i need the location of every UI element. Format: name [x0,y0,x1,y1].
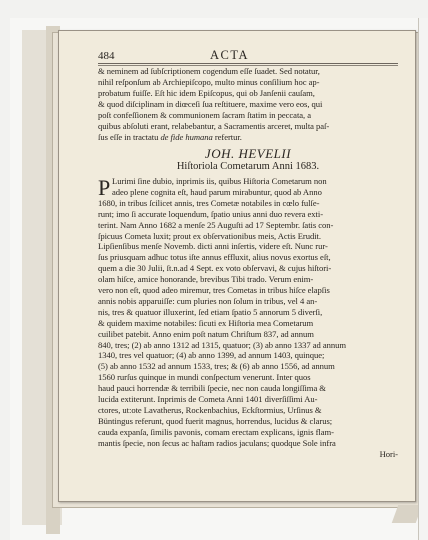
right-frame [418,18,428,540]
text-line [98,132,398,143]
text-line: 1560 rurſus quinque in mundi conſpectum venerunt. Inter quos [98,372,311,383]
text-line: cauda expanſa, ſimilis pavonis, comam erectam explicans, ignis flam- [98,426,334,437]
text-line [98,99,398,110]
text-line: Lipſienſibus menſe Novemb. dicti anni inſertis, videre eſt. Nunc rur- [98,241,328,252]
text-line: haud pauci horrendæ & terribili ſpecie, nec non cauda longiſſima & [98,383,326,394]
text-line: quem a die 30 Julii, ſt.n.ad 4 Sept. ex voto obſervavi, & cujus hiſtori- [98,263,332,274]
header-rule [98,63,398,64]
text-line: 1340, tres vel quatuor; (4) ab anno 1399, ad annum 1403, quinque; [98,350,325,361]
text-line: nis, tres & quatuor illuxerint, ſed etiam ſpatio 5 annorum 5 diverſi, [98,306,323,317]
page-number: 484 [98,50,115,62]
drop-cap: P [98,175,111,200]
text-line: vero non eſt, quod adeo miremur, tres Cometas in tribus hiſce elapſis [98,285,330,295]
text-line: ſus priusquam adhuc totus iſte annus effluxit, alius novus exortus eſt, [98,252,331,263]
text-line [98,88,398,99]
text-line: & quidem maxime notabiles: ſicuti ex Hiſtoria mea Cometarum [98,317,314,328]
text-line: lucida extiterunt. Inprimis de Cometa Anni 1401 diverſiſſimi Au- [98,394,318,404]
text-line [98,77,398,88]
line-text: nihil reſponſum ab Archiepiſcopo, multo minus conſilium hoc ap- [98,77,320,87]
text-line: annis nobis apparuiſſe: cum pluries non ſolum in tribus, vel 4 an- [98,295,318,306]
text-line: Büntingus referunt, quod fuerit magnus, horrendus, lucidus & clarus; [98,415,333,426]
text-line: ſpicuus Cometa luxit; prout ex obſervationibus meis, Actis Erudit. [98,230,321,241]
text-line [98,66,398,77]
text-line: Lurimi ſine dubio, inprimis iis, quibus Hiſtoria Cometarum non [112,176,327,186]
text-line: terint. Nam Anno 1682 a menſe 25 Auguſti ad 17 Septembr. ſatis con- [98,219,334,230]
text-line: adeo plene cognita eſt, haud parum mirabuntur, quod ab Anno [112,186,322,197]
article-author: JOH. HEVELII [204,146,292,161]
text-line: runt; imo ſi accurate loquendum, ſpatio unius anni duo revera exti- [98,208,324,219]
text-line: cuilibet patebit. Anno enim poſt natum Chriſtum 837, ad annum [98,328,314,339]
text-line: mantis ſpecie, non ſecus ac haſtam radios jaculans; quodque Sole infra [98,437,336,448]
italic-reference: de fide humana [160,132,213,142]
line-text: & neminem ad ſubſcriptionem cogendum eſſe ſuadet. Sed notatur, [98,66,320,76]
line-text: ſus eſſe in tractatu [98,132,159,142]
line-tail: refertur. [214,132,242,142]
running-head: ACTA [210,48,250,62]
text-line [98,110,398,121]
text-line: olam hiſce, amice honorande, brevibus Tibi trado. Verum enim- [98,274,314,285]
line-text: quibus abſoluti erant, relabebantur, a Sacramentis arceret, multa paſ- [98,121,330,131]
text-line: 1680, in tribus ſcilicet annis, tres Cometæ notabiles in cœlo fulſe- [98,197,320,208]
text-line: ctores, ut:ote Lavatherus, Rockenbachius, Eckſtormius, Urſinus & [98,404,322,415]
line-text: poſt confeſſionem & communionem ſacram ſtatim in peccata, a [98,110,312,120]
article-title: Hiſtoriola Cometarum Anni 1683. [176,161,320,172]
catchword: Hori- [379,448,398,459]
line-text: probatum fuiſſe. Eſt hic idem Epiſcopus, qui ob Janſenii cauſam, [98,88,315,98]
text-line [98,121,398,132]
text-line: (5) ab anno 1532 ad annum 1533, tres; & (6) ab anno 1556, ad annum [98,361,335,372]
text-line: 840, tres; (2) ab anno 1312 ad 1315, quatuor; (3) ab anno 1337 ad annum [98,339,346,350]
line-text: & quod diſciplinam in diœceſi ſua reſtituere, maxime vero eos, qui [98,99,323,109]
